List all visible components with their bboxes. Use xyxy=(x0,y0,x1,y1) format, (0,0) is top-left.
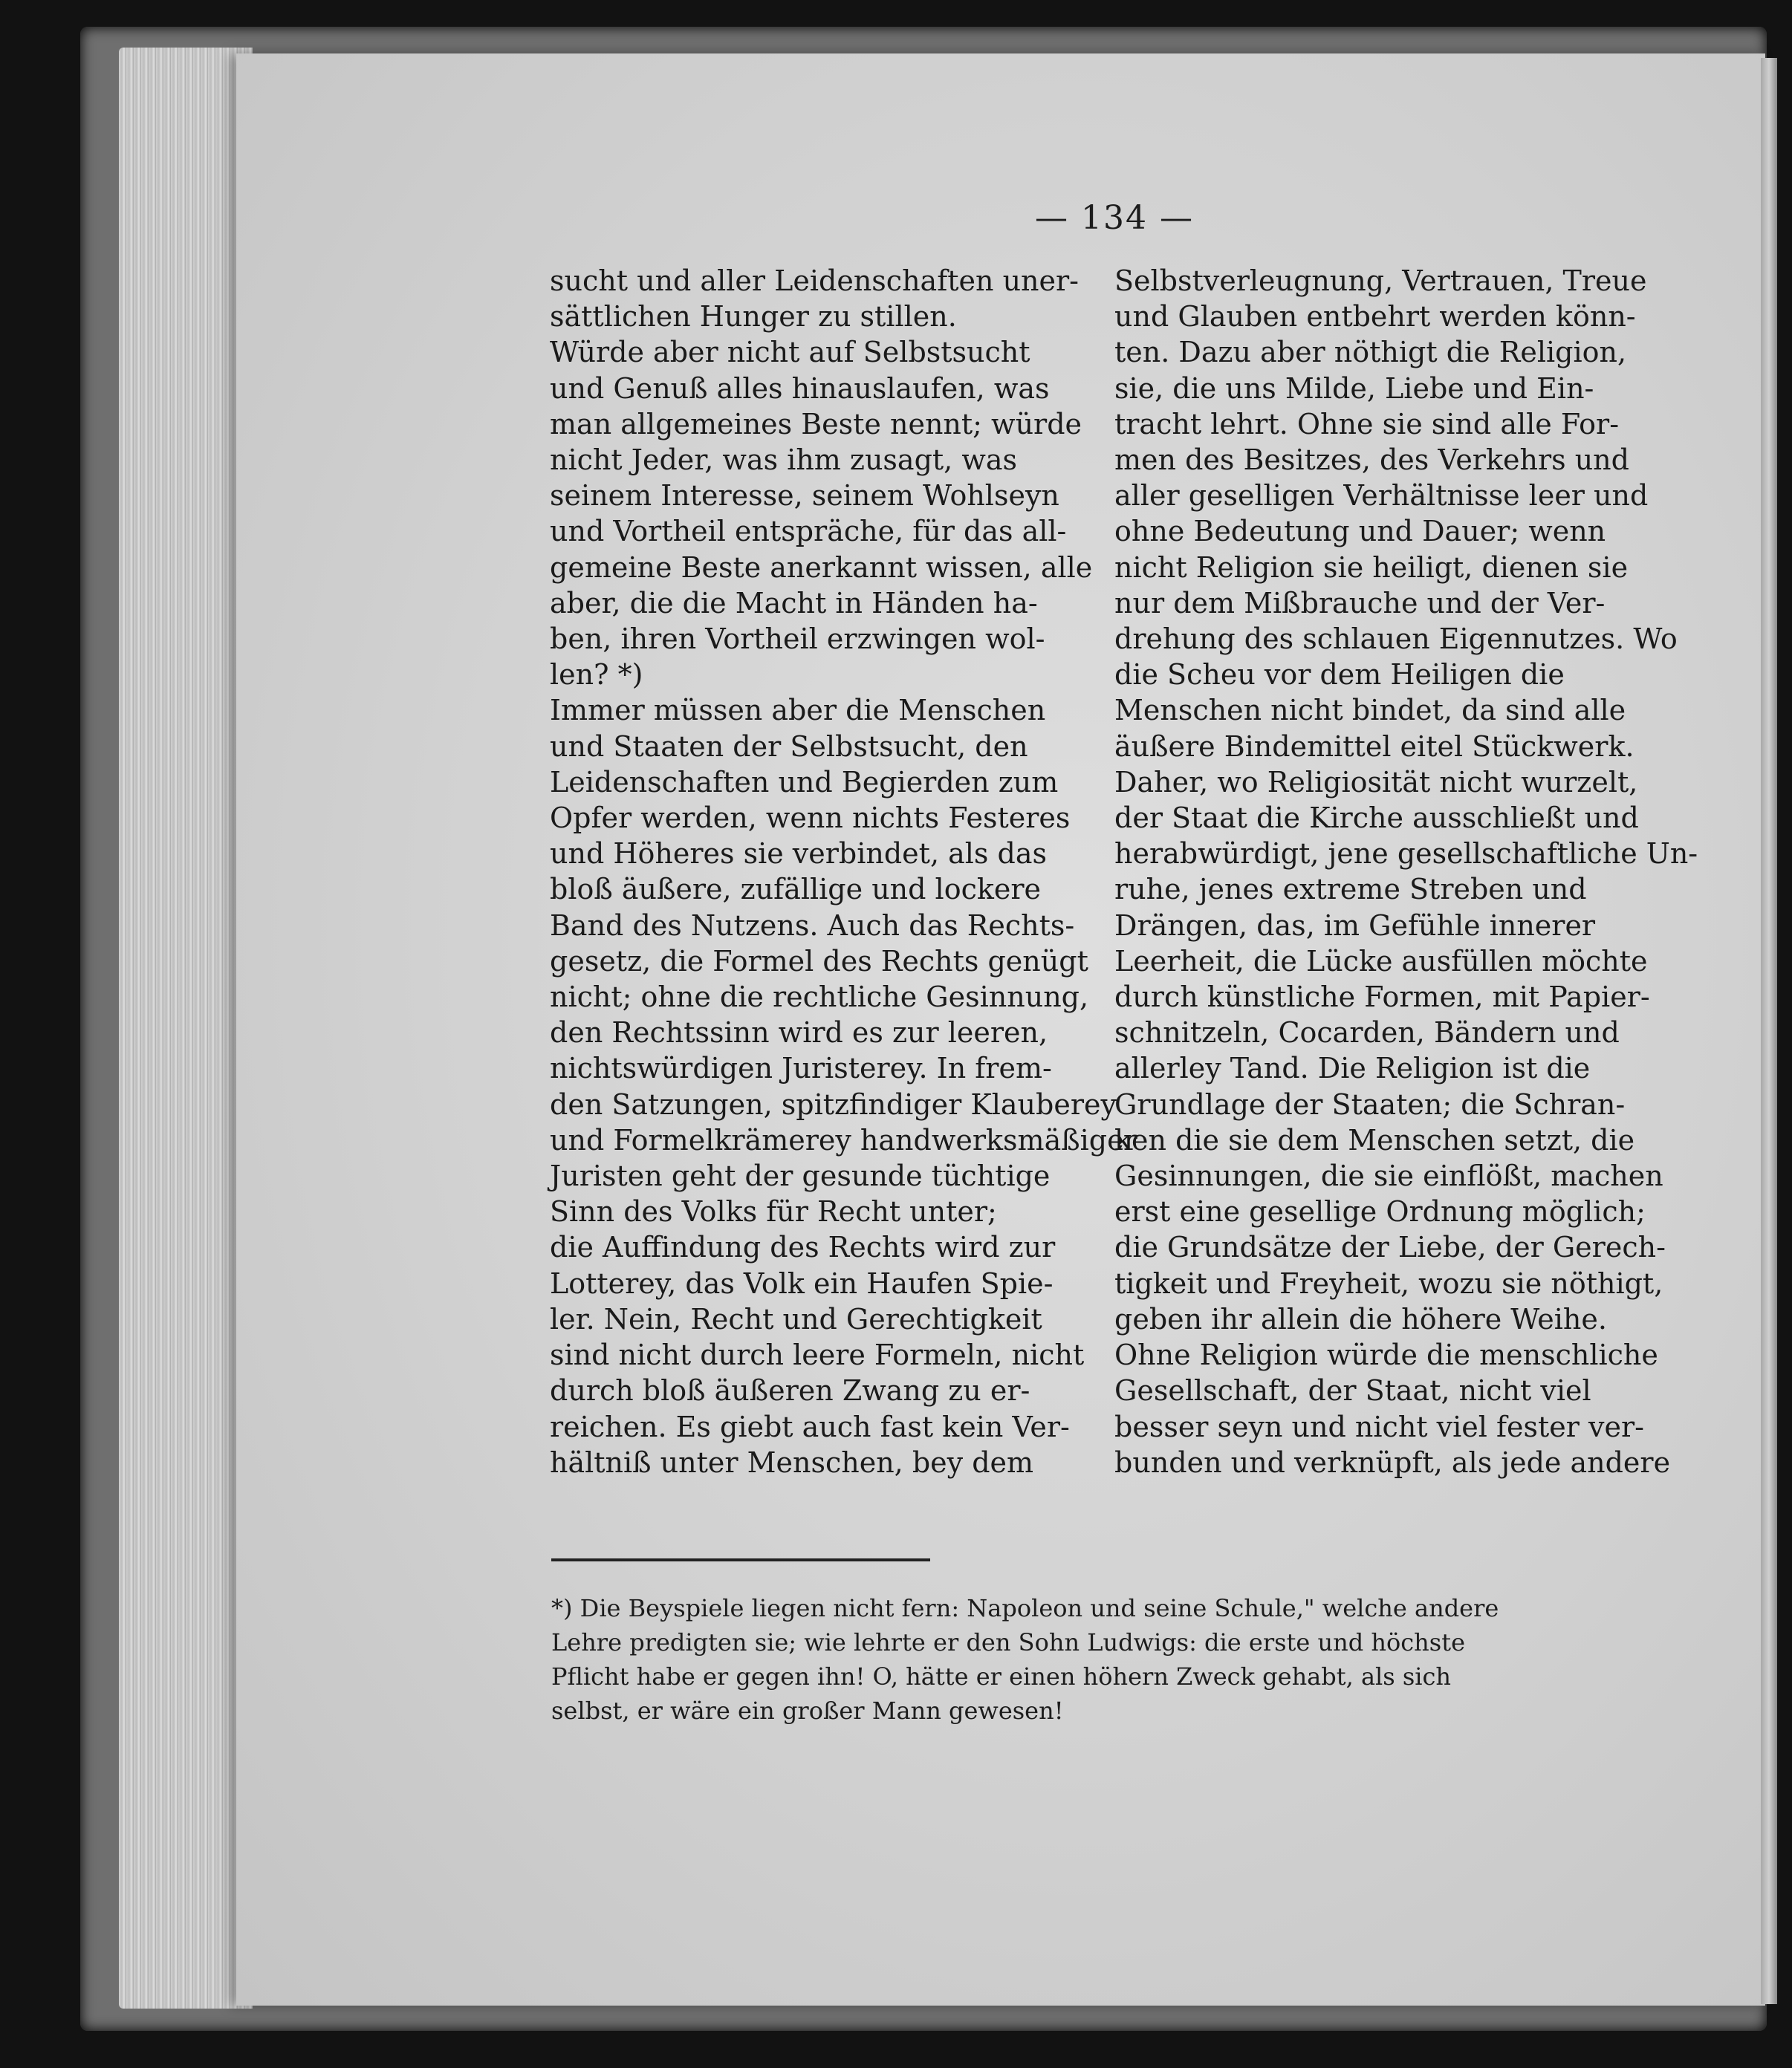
text-line: bunden und verknüpft, als jede andere xyxy=(1114,1446,1671,1479)
text-line: Gesinnungen, die sie einflößt, machen xyxy=(1114,1160,1663,1193)
text-line: sie, die uns Milde, Liebe und Ein- xyxy=(1114,371,1594,405)
text-line: die Grundsätze der Liebe, der Gerech- xyxy=(1114,1231,1666,1264)
text-line: bloß äußere, zufällige und lockere xyxy=(550,873,1042,906)
text-line: durch bloß äußeren Zwang zu er- xyxy=(550,1374,1030,1408)
text-line: Drängen, das, im Gefühle innerer xyxy=(1114,908,1596,942)
text-line: geben ihr allein die höhere Weihe. xyxy=(1114,1302,1607,1336)
text-line: Ohne Religion würde die menschliche xyxy=(1114,1339,1658,1372)
text-line: sättlichen Hunger zu stillen. xyxy=(550,300,957,334)
footnote-rule xyxy=(551,1558,930,1561)
text-line: den Rechtssinn wird es zur leeren, xyxy=(550,1016,1048,1050)
text-line: ler. Nein, Recht und Gerechtigkeit xyxy=(550,1302,1042,1336)
page-number: — 134 — xyxy=(1035,199,1194,237)
text-line: der Staat die Kirche ausschließt und xyxy=(1114,801,1639,835)
right-column xyxy=(1114,263,1698,1480)
footnote-line: Lehre predigten sie; wie lehrte er den Sohn Ludwigs: die erste und höchste xyxy=(551,1628,1465,1656)
text-line: tigkeit und Freyheit, wozu sie nöthigt, xyxy=(1114,1267,1663,1300)
text-line: schnitzeln, Cocarden, Bändern und xyxy=(1114,1016,1620,1050)
text-line: und Glauben entbehrt werden könn- xyxy=(1114,300,1636,334)
footnote-line: *) Die Beyspiele liegen nicht fern: Napoleon und seine Schule," welche andere xyxy=(551,1594,1499,1622)
text-line: nichtswürdigen Juristerey. In frem- xyxy=(550,1052,1052,1085)
text-line: Immer müssen aber die Menschen xyxy=(550,694,1046,727)
text-line: aber, die die Macht in Händen ha- xyxy=(550,586,1038,620)
text-line: man allgemeines Beste nennt; würde xyxy=(550,407,1082,440)
text-line: Band des Nutzens. Auch das Rechts- xyxy=(550,908,1075,942)
text-line: ben, ihren Vortheil erzwingen wol- xyxy=(550,622,1045,656)
text-line: Würde aber nicht auf Selbstsucht xyxy=(550,336,1030,369)
text-line: äußere Bindemittel eitel Stückwerk. xyxy=(1114,729,1634,763)
text-line: allerley Tand. Die Religion ist die xyxy=(1114,1052,1591,1085)
text-line: ruhe, jenes extreme Streben und xyxy=(1114,873,1587,906)
text-line: nicht; ohne die rechtliche Gesinnung, xyxy=(550,981,1089,1014)
text-line: Juristen geht der gesunde tüchtige xyxy=(550,1160,1051,1193)
footnote-line: Pflicht habe er gegen ihn! O, hätte er einen höhern Zweck gehabt, als sich xyxy=(551,1662,1452,1691)
text-line: herabwürdigt, jene gesellschaftliche Un- xyxy=(1114,837,1698,871)
text-line: nicht Religion sie heiligt, dienen sie xyxy=(1114,550,1629,584)
text-line: Opfer werden, wenn nichts Festeres xyxy=(550,801,1071,835)
text-line: und Vortheil entspräche, für das all- xyxy=(550,515,1067,548)
left-column xyxy=(550,263,1137,1480)
text-line: sind nicht durch leere Formeln, nicht xyxy=(550,1339,1085,1372)
page-fore-edge xyxy=(1761,58,1777,2004)
text-line: nur dem Mißbrauche und der Ver- xyxy=(1114,586,1606,620)
text-line: und Staaten der Selbstsucht, den xyxy=(550,729,1028,763)
text-line: reichen. Es giebt auch fast kein Ver- xyxy=(550,1410,1070,1443)
text-line: besser seyn und nicht viel fester ver- xyxy=(1114,1410,1645,1443)
text-line: Leerheit, die Lücke ausfüllen möchte xyxy=(1114,944,1648,978)
text-line: hältniß unter Menschen, bey dem xyxy=(550,1446,1034,1479)
text-line: Sinn des Volks für Recht unter; xyxy=(550,1195,997,1229)
text-line: gesetz, die Formel des Rechts genügt xyxy=(550,944,1088,978)
text-line: tracht lehrt. Ohne sie sind alle For- xyxy=(1114,407,1620,440)
text-line: ohne Bedeutung und Dauer; wenn xyxy=(1114,515,1606,548)
text-line: ten. Dazu aber nöthigt die Religion, xyxy=(1114,336,1627,369)
text-line: und Höheres sie verbindet, als das xyxy=(550,837,1047,871)
text-line: sucht und aller Leidenschaften uner- xyxy=(550,264,1080,297)
page-stack-edge xyxy=(119,48,253,2009)
text-line: die Scheu vor dem Heiligen die xyxy=(1114,658,1565,692)
text-line: seinem Interesse, seinem Wohlseyn xyxy=(550,479,1059,513)
text-line: Grundlage der Staaten; die Schran- xyxy=(1114,1087,1626,1121)
text-line: Menschen nicht bindet, da sind alle xyxy=(1114,694,1626,727)
text-line: Leidenschaften und Begierden zum xyxy=(550,765,1059,799)
text-line: erst eine gesellige Ordnung möglich; xyxy=(1114,1195,1646,1229)
text-line: Gesellschaft, der Staat, nicht viel xyxy=(1114,1374,1591,1408)
text-line: ken die sie dem Menschen setzt, die xyxy=(1114,1123,1635,1157)
text-line: men des Besitzes, des Verkehrs und xyxy=(1114,443,1629,477)
text-line: len? *) xyxy=(550,658,643,692)
footnote xyxy=(551,1591,1636,1728)
text-line: und Formelkrämerey handwerksmäßiger xyxy=(550,1123,1137,1157)
text-line: aller geselligen Verhältnisse leer und xyxy=(1114,479,1649,513)
text-line: durch künstliche Formen, mit Papier- xyxy=(1114,981,1650,1014)
text-line: die Auffindung des Rechts wird zur xyxy=(550,1231,1056,1264)
text-line: Daher, wo Religiosität nicht wurzelt, xyxy=(1114,765,1638,799)
text-line: und Genuß alles hinauslaufen, was xyxy=(550,371,1050,405)
text-line: drehung des schlauen Eigennutzes. Wo xyxy=(1114,622,1678,656)
text-line: den Satzungen, spitzfindiger Klauberey xyxy=(550,1087,1117,1121)
footnote-line: selbst, er wäre ein großer Mann gewesen! xyxy=(551,1697,1064,1725)
text-line: nicht Jeder, was ihm zusagt, was xyxy=(550,443,1018,477)
text-line: gemeine Beste anerkannt wissen, alle xyxy=(550,550,1093,584)
text-line: Lotterey, das Volk ein Haufen Spie- xyxy=(550,1267,1054,1300)
text-line: Selbstverleugnung, Vertrauen, Treue xyxy=(1114,264,1647,297)
